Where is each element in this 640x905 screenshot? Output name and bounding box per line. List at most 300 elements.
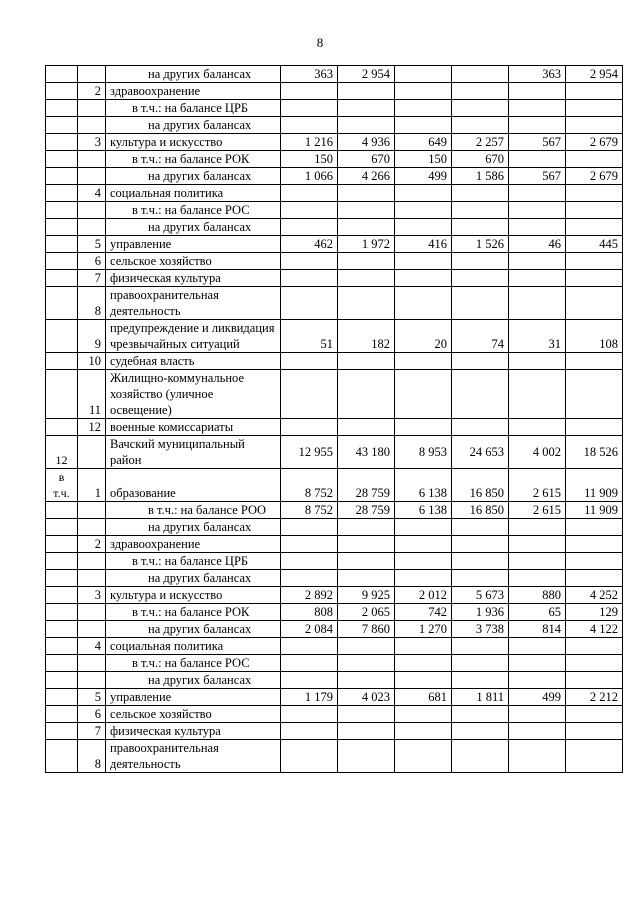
value-cell (452, 655, 509, 672)
value-cell: 1 972 (338, 236, 395, 253)
value-cell (338, 638, 395, 655)
value-cell (395, 117, 452, 134)
value-cell (566, 536, 623, 553)
value-cell: 670 (338, 151, 395, 168)
value-cell: 24 653 (452, 436, 509, 469)
group-number-cell (46, 536, 78, 553)
category-name-cell: в т.ч.: на балансе РОО (106, 502, 281, 519)
group-number-cell (46, 655, 78, 672)
value-cell (566, 519, 623, 536)
category-name-cell: на других балансах (106, 117, 281, 134)
value-cell (338, 202, 395, 219)
value-cell (509, 740, 566, 773)
value-cell (566, 253, 623, 270)
value-cell: 8 752 (281, 469, 338, 502)
value-cell (338, 185, 395, 202)
value-cell (566, 706, 623, 723)
category-name-cell: физическая культура (106, 270, 281, 287)
value-cell: 2 012 (395, 587, 452, 604)
group-number-cell (46, 117, 78, 134)
value-cell (452, 638, 509, 655)
category-name-cell: военные комиссариаты (106, 419, 281, 436)
value-cell (281, 536, 338, 553)
value-cell (452, 270, 509, 287)
value-cell: 20 (395, 320, 452, 353)
table-row (46, 570, 623, 587)
value-cell (509, 219, 566, 236)
group-number-cell (46, 83, 78, 100)
value-cell (281, 553, 338, 570)
value-cell: 74 (452, 320, 509, 353)
value-cell (509, 151, 566, 168)
value-cell (395, 219, 452, 236)
value-cell: 2 212 (566, 689, 623, 706)
value-cell (281, 723, 338, 740)
value-cell (281, 219, 338, 236)
table-row (46, 202, 623, 219)
group-number-cell (46, 287, 78, 320)
table-row (46, 168, 623, 185)
table-row (46, 83, 623, 100)
item-number-cell: 6 (78, 253, 106, 270)
value-cell: 4 002 (509, 436, 566, 469)
value-cell (452, 202, 509, 219)
item-number-cell: 7 (78, 723, 106, 740)
item-number-cell: 3 (78, 587, 106, 604)
value-cell (338, 287, 395, 320)
category-name-cell: на других балансах (106, 168, 281, 185)
value-cell (281, 570, 338, 587)
value-cell: 65 (509, 604, 566, 621)
value-cell (395, 353, 452, 370)
value-cell (509, 723, 566, 740)
value-cell (509, 536, 566, 553)
table-row (46, 117, 623, 134)
value-cell: 1 216 (281, 134, 338, 151)
value-cell: 416 (395, 236, 452, 253)
category-name-cell: на других балансах (106, 519, 281, 536)
value-cell: 4 266 (338, 168, 395, 185)
value-cell (281, 287, 338, 320)
value-cell (566, 672, 623, 689)
value-cell: 51 (281, 320, 338, 353)
value-cell (452, 740, 509, 773)
item-number-cell (78, 436, 106, 469)
value-cell (281, 419, 338, 436)
value-cell (395, 706, 452, 723)
value-cell (338, 553, 395, 570)
group-number-cell (46, 621, 78, 638)
value-cell: 567 (509, 168, 566, 185)
value-cell (452, 117, 509, 134)
value-cell (509, 100, 566, 117)
value-cell (338, 353, 395, 370)
value-cell: 18 526 (566, 436, 623, 469)
group-number-cell (46, 740, 78, 773)
value-cell (395, 723, 452, 740)
value-cell: 1 586 (452, 168, 509, 185)
category-name-cell: сельское хозяйство (106, 706, 281, 723)
value-cell (395, 185, 452, 202)
value-cell (395, 570, 452, 587)
value-cell (395, 740, 452, 773)
item-number-cell (78, 219, 106, 236)
value-cell (509, 185, 566, 202)
value-cell: 1 811 (452, 689, 509, 706)
value-cell (281, 353, 338, 370)
value-cell: 5 673 (452, 587, 509, 604)
value-cell (566, 419, 623, 436)
value-cell: 1 270 (395, 621, 452, 638)
item-number-cell (78, 100, 106, 117)
table-row (46, 519, 623, 536)
value-cell: 28 759 (338, 502, 395, 519)
category-name-cell: в т.ч.: на балансе РОК (106, 604, 281, 621)
value-cell (395, 419, 452, 436)
value-cell (566, 740, 623, 773)
item-number-cell (78, 672, 106, 689)
category-name-cell: управление (106, 236, 281, 253)
group-number-cell (46, 353, 78, 370)
value-cell (338, 570, 395, 587)
table-row (46, 236, 623, 253)
item-number-cell: 5 (78, 236, 106, 253)
category-name-cell: социальная политика (106, 638, 281, 655)
value-cell: 363 (509, 66, 566, 83)
group-number-cell (46, 519, 78, 536)
value-cell: 108 (566, 320, 623, 353)
value-cell (281, 655, 338, 672)
group-number-cell (46, 66, 78, 83)
value-cell: 814 (509, 621, 566, 638)
group-number-cell (46, 100, 78, 117)
table-row (46, 436, 623, 469)
item-number-cell: 4 (78, 638, 106, 655)
value-cell (509, 553, 566, 570)
category-name-cell: на других балансах (106, 672, 281, 689)
value-cell (452, 287, 509, 320)
group-number-cell (46, 168, 78, 185)
value-cell (452, 253, 509, 270)
table-row (46, 370, 623, 419)
item-number-cell: 1 (78, 469, 106, 502)
value-cell (338, 419, 395, 436)
value-cell (281, 185, 338, 202)
value-cell (281, 202, 338, 219)
value-cell (281, 117, 338, 134)
value-cell (338, 370, 395, 419)
value-cell: 670 (452, 151, 509, 168)
item-number-cell: 9 (78, 320, 106, 353)
item-number-cell (78, 519, 106, 536)
value-cell (509, 655, 566, 672)
item-number-cell: 2 (78, 83, 106, 100)
item-number-cell (78, 168, 106, 185)
value-cell (566, 723, 623, 740)
value-cell: 2 615 (509, 469, 566, 502)
group-number-cell (46, 723, 78, 740)
category-name-cell: сельское хозяйство (106, 253, 281, 270)
value-cell: 8 752 (281, 502, 338, 519)
value-cell: 12 955 (281, 436, 338, 469)
value-cell (395, 655, 452, 672)
item-number-cell: 5 (78, 689, 106, 706)
value-cell (566, 151, 623, 168)
value-cell (452, 353, 509, 370)
item-number-cell (78, 621, 106, 638)
value-cell (281, 638, 338, 655)
value-cell (509, 638, 566, 655)
category-name-cell: в т.ч.: на балансе ЦРБ (106, 100, 281, 117)
group-number-cell: 12 (46, 436, 78, 469)
value-cell (509, 370, 566, 419)
value-cell: 2 954 (566, 66, 623, 83)
value-cell: 445 (566, 236, 623, 253)
value-cell (509, 117, 566, 134)
value-cell: 462 (281, 236, 338, 253)
value-cell (395, 287, 452, 320)
value-cell (338, 253, 395, 270)
category-name-cell: в т.ч.: на балансе РОС (106, 202, 281, 219)
group-number-cell (46, 202, 78, 219)
value-cell: 499 (509, 689, 566, 706)
category-name-cell: образование (106, 469, 281, 502)
category-name-cell: на других балансах (106, 66, 281, 83)
value-cell (509, 83, 566, 100)
value-cell: 363 (281, 66, 338, 83)
item-number-cell (78, 655, 106, 672)
table-row (46, 587, 623, 604)
value-cell: 46 (509, 236, 566, 253)
group-number-cell (46, 219, 78, 236)
item-number-cell: 12 (78, 419, 106, 436)
table-row (46, 723, 623, 740)
value-cell (338, 100, 395, 117)
value-cell (452, 219, 509, 236)
value-cell: 31 (509, 320, 566, 353)
value-cell (509, 353, 566, 370)
value-cell: 4 252 (566, 587, 623, 604)
group-number-cell (46, 570, 78, 587)
value-cell (338, 723, 395, 740)
value-cell (509, 419, 566, 436)
table-row (46, 689, 623, 706)
value-cell (566, 570, 623, 587)
value-cell (395, 519, 452, 536)
item-number-cell: 8 (78, 287, 106, 320)
value-cell: 2 679 (566, 168, 623, 185)
table-row (46, 553, 623, 570)
value-cell (566, 270, 623, 287)
group-number-cell (46, 270, 78, 287)
group-number-cell (46, 419, 78, 436)
table-row (46, 604, 623, 621)
table-row (46, 287, 623, 320)
value-cell (281, 519, 338, 536)
value-cell (509, 519, 566, 536)
value-cell (452, 66, 509, 83)
value-cell: 2 257 (452, 134, 509, 151)
value-cell (281, 253, 338, 270)
value-cell (566, 117, 623, 134)
item-number-cell (78, 202, 106, 219)
value-cell (566, 353, 623, 370)
value-cell (452, 185, 509, 202)
value-cell (452, 570, 509, 587)
category-name-cell: судебная власть (106, 353, 281, 370)
table-body (46, 66, 623, 773)
value-cell: 9 925 (338, 587, 395, 604)
category-name-cell: в т.ч.: на балансе РОК (106, 151, 281, 168)
value-cell: 8 953 (395, 436, 452, 469)
value-cell (566, 370, 623, 419)
category-name-cell: здравоохранение (106, 83, 281, 100)
value-cell (509, 287, 566, 320)
value-cell: 1 936 (452, 604, 509, 621)
table-row (46, 100, 623, 117)
value-cell (281, 100, 338, 117)
value-cell (452, 723, 509, 740)
value-cell (509, 270, 566, 287)
value-cell (395, 253, 452, 270)
value-cell (395, 536, 452, 553)
value-cell: 681 (395, 689, 452, 706)
group-number-cell (46, 553, 78, 570)
value-cell (452, 536, 509, 553)
category-name-cell: в т.ч.: на балансе РОС (106, 655, 281, 672)
value-cell (452, 370, 509, 419)
value-cell (281, 740, 338, 773)
value-cell (338, 740, 395, 773)
item-number-cell: 8 (78, 740, 106, 773)
value-cell: 16 850 (452, 502, 509, 519)
group-number-cell (46, 638, 78, 655)
item-number-cell: 10 (78, 353, 106, 370)
category-name-cell: в т.ч.: на балансе ЦРБ (106, 553, 281, 570)
group-number-cell: в т.ч. (46, 469, 78, 502)
value-cell (566, 219, 623, 236)
category-name-cell: здравоохранение (106, 536, 281, 553)
category-name-cell: на других балансах (106, 219, 281, 236)
value-cell (509, 253, 566, 270)
value-cell (452, 419, 509, 436)
value-cell (566, 638, 623, 655)
value-cell (395, 370, 452, 419)
category-name-cell: социальная политика (106, 185, 281, 202)
value-cell (509, 672, 566, 689)
value-cell (281, 706, 338, 723)
value-cell (281, 672, 338, 689)
table-row (46, 655, 623, 672)
table-row (46, 185, 623, 202)
value-cell (281, 270, 338, 287)
category-name-cell: правоохранительная деятельность (106, 740, 281, 773)
group-number-cell (46, 151, 78, 168)
value-cell: 182 (338, 320, 395, 353)
table-row (46, 253, 623, 270)
table-row (46, 151, 623, 168)
group-number-cell (46, 587, 78, 604)
category-name-cell: правоохранительная деятельность (106, 287, 281, 320)
value-cell: 808 (281, 604, 338, 621)
value-cell: 6 138 (395, 469, 452, 502)
value-cell (338, 706, 395, 723)
value-cell: 1 179 (281, 689, 338, 706)
group-number-cell (46, 689, 78, 706)
value-cell (338, 519, 395, 536)
value-cell (566, 287, 623, 320)
item-number-cell: 11 (78, 370, 106, 419)
item-number-cell (78, 151, 106, 168)
value-cell (452, 519, 509, 536)
item-number-cell (78, 604, 106, 621)
value-cell (338, 219, 395, 236)
group-number-cell (46, 604, 78, 621)
item-number-cell: 4 (78, 185, 106, 202)
table-row (46, 419, 623, 436)
value-cell: 150 (395, 151, 452, 168)
table-row (46, 536, 623, 553)
value-cell: 1 526 (452, 236, 509, 253)
item-number-cell: 6 (78, 706, 106, 723)
group-number-cell (46, 253, 78, 270)
table-row (46, 320, 623, 353)
table-row (46, 134, 623, 151)
value-cell (566, 655, 623, 672)
item-number-cell (78, 570, 106, 587)
group-number-cell (46, 185, 78, 202)
value-cell: 16 850 (452, 469, 509, 502)
value-cell: 4 936 (338, 134, 395, 151)
value-cell: 43 180 (338, 436, 395, 469)
value-cell (452, 706, 509, 723)
value-cell (452, 83, 509, 100)
value-cell (566, 553, 623, 570)
value-cell (395, 638, 452, 655)
value-cell (338, 672, 395, 689)
table-row (46, 469, 623, 502)
category-name-cell: на других балансах (106, 621, 281, 638)
value-cell: 2 679 (566, 134, 623, 151)
value-cell: 2 615 (509, 502, 566, 519)
category-name-cell: Вачский муниципальный район (106, 436, 281, 469)
value-cell: 4 023 (338, 689, 395, 706)
group-number-cell (46, 236, 78, 253)
item-number-cell (78, 117, 106, 134)
value-cell (509, 202, 566, 219)
item-number-cell (78, 66, 106, 83)
value-cell (566, 202, 623, 219)
table-row (46, 638, 623, 655)
value-cell: 649 (395, 134, 452, 151)
value-cell (452, 553, 509, 570)
value-cell: 1 066 (281, 168, 338, 185)
value-cell: 880 (509, 587, 566, 604)
value-cell: 2 065 (338, 604, 395, 621)
value-cell: 3 738 (452, 621, 509, 638)
category-name-cell: Жилищно-коммунальное хозяйство (уличное освещение) (106, 370, 281, 419)
category-name-cell: предупреждение и ликвидация чрезвычайных ситуаций (106, 320, 281, 353)
value-cell: 499 (395, 168, 452, 185)
value-cell (395, 83, 452, 100)
value-cell: 4 122 (566, 621, 623, 638)
value-cell (395, 100, 452, 117)
value-cell (338, 536, 395, 553)
value-cell (452, 672, 509, 689)
value-cell (338, 83, 395, 100)
value-cell (395, 202, 452, 219)
table-row (46, 621, 623, 638)
